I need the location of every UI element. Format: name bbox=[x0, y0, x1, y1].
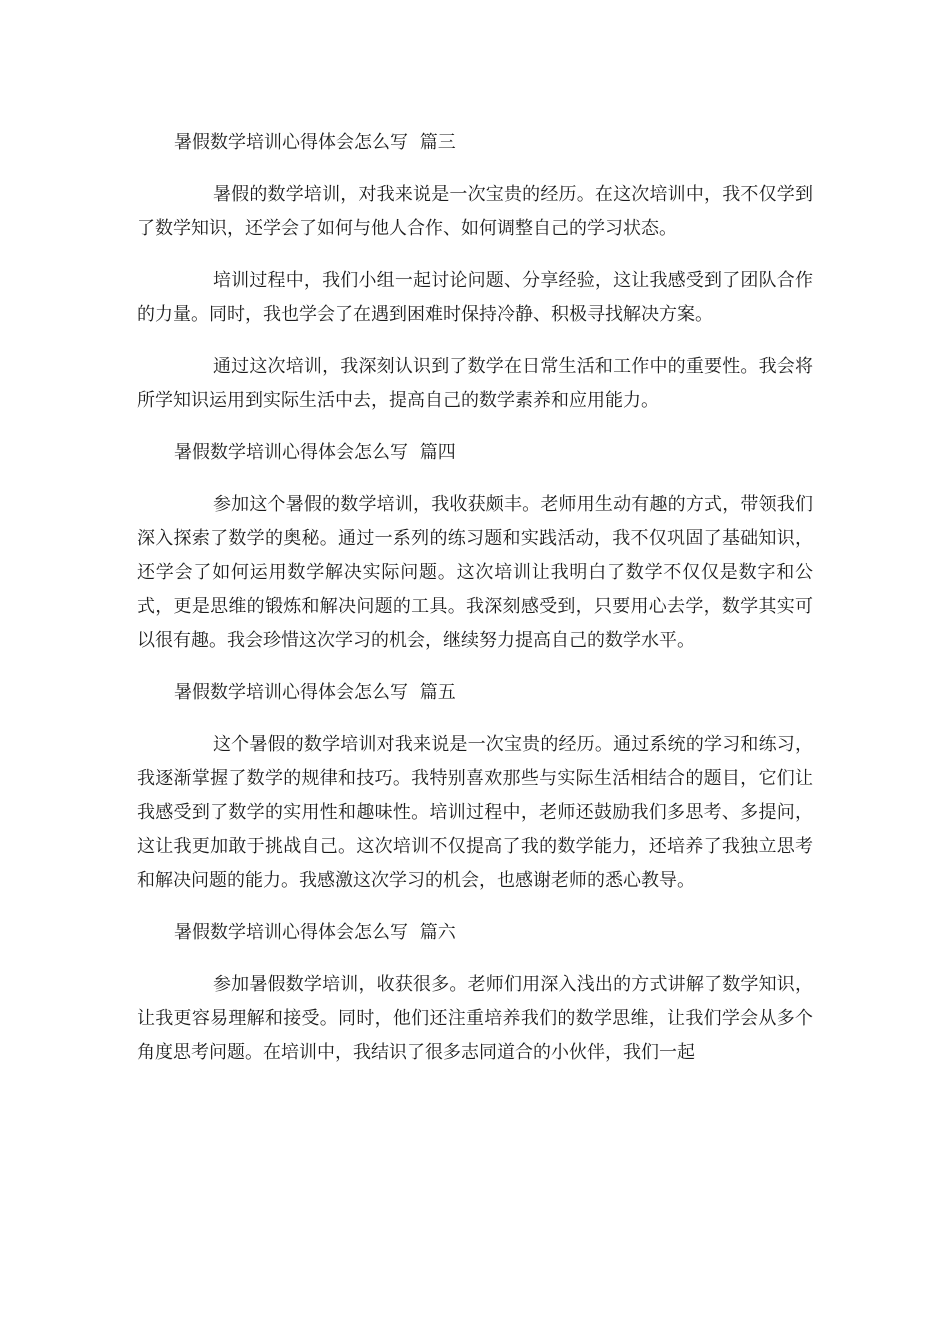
section-6 bbox=[137, 916, 813, 1070]
section-heading: 暑假数学培训心得体会怎么写 篇三 bbox=[174, 132, 456, 153]
section-4 bbox=[137, 436, 813, 658]
paragraph: 通过这次培训，我深刻认识到了数学在日常生活和工作中的重要性。我会将所学知识运用到实际生活中去，提高自己的数学素养和应用能力。 bbox=[137, 356, 813, 411]
paragraph: 暑假的数学培训，对我来说是一次宝贵的经历。在这次培训中，我不仅学到了数学知识，还学会了如何与他人合作、如何调整自己的学习状态。 bbox=[137, 184, 813, 239]
paragraph: 培训过程中，我们小组一起讨论问题、分享经验，这让我感受到了团队合作的力量。同时，我也学会了在遇到困难时保持冷静、积极寻找解决方案。 bbox=[137, 270, 813, 325]
paragraph: 参加这个暑假的数学培训，我收获颇丰。老师用生动有趣的方式，带领我们深入探索了数学的奥秘。通过一系列的练习题和实践活动，我不仅巩固了基础知识，还学会了如何运用数学解决实际问题。这次培训让我明白了数学不仅仅是数字和公式，更是思维的锻炼和解决问题的工具。我深刻感受到，只要用心去学，数学其实可以很有趣。我会珍惜这次学习的机会，继续努力提高自己的数学水平。 bbox=[137, 494, 813, 651]
section-5 bbox=[137, 676, 813, 898]
section-heading: 暑假数学培训心得体会怎么写 篇六 bbox=[174, 922, 456, 943]
section-heading: 暑假数学培训心得体会怎么写 篇四 bbox=[174, 442, 456, 463]
paragraph: 这个暑假的数学培训对我来说是一次宝贵的经历。通过系统的学习和练习，我逐渐掌握了数学的规律和技巧。我特别喜欢那些与实际生活相结合的题目，它们让我感受到了数学的实用性和趣味性。培训过程中，老师还鼓励我们多思考、多提问，这让我更加敢于挑战自己。这次培训不仅提高了我的数学能力，还培养了我独立思考和解决问题的能力。我感激这次学习的机会，也感谢老师的悉心教导。 bbox=[137, 734, 813, 891]
section-3 bbox=[137, 126, 813, 418]
section-heading: 暑假数学培训心得体会怎么写 篇五 bbox=[174, 682, 456, 703]
paragraph: 参加暑假数学培训，收获很多。老师们用深入浅出的方式讲解了数学知识，让我更容易理解和接受。同时，他们还注重培养我们的数学思维，让我们学会从多个角度思考问题。在培训中，我结识了很多志同道合的小伙伴，我们一起 bbox=[137, 974, 813, 1063]
document-body bbox=[137, 126, 813, 1088]
